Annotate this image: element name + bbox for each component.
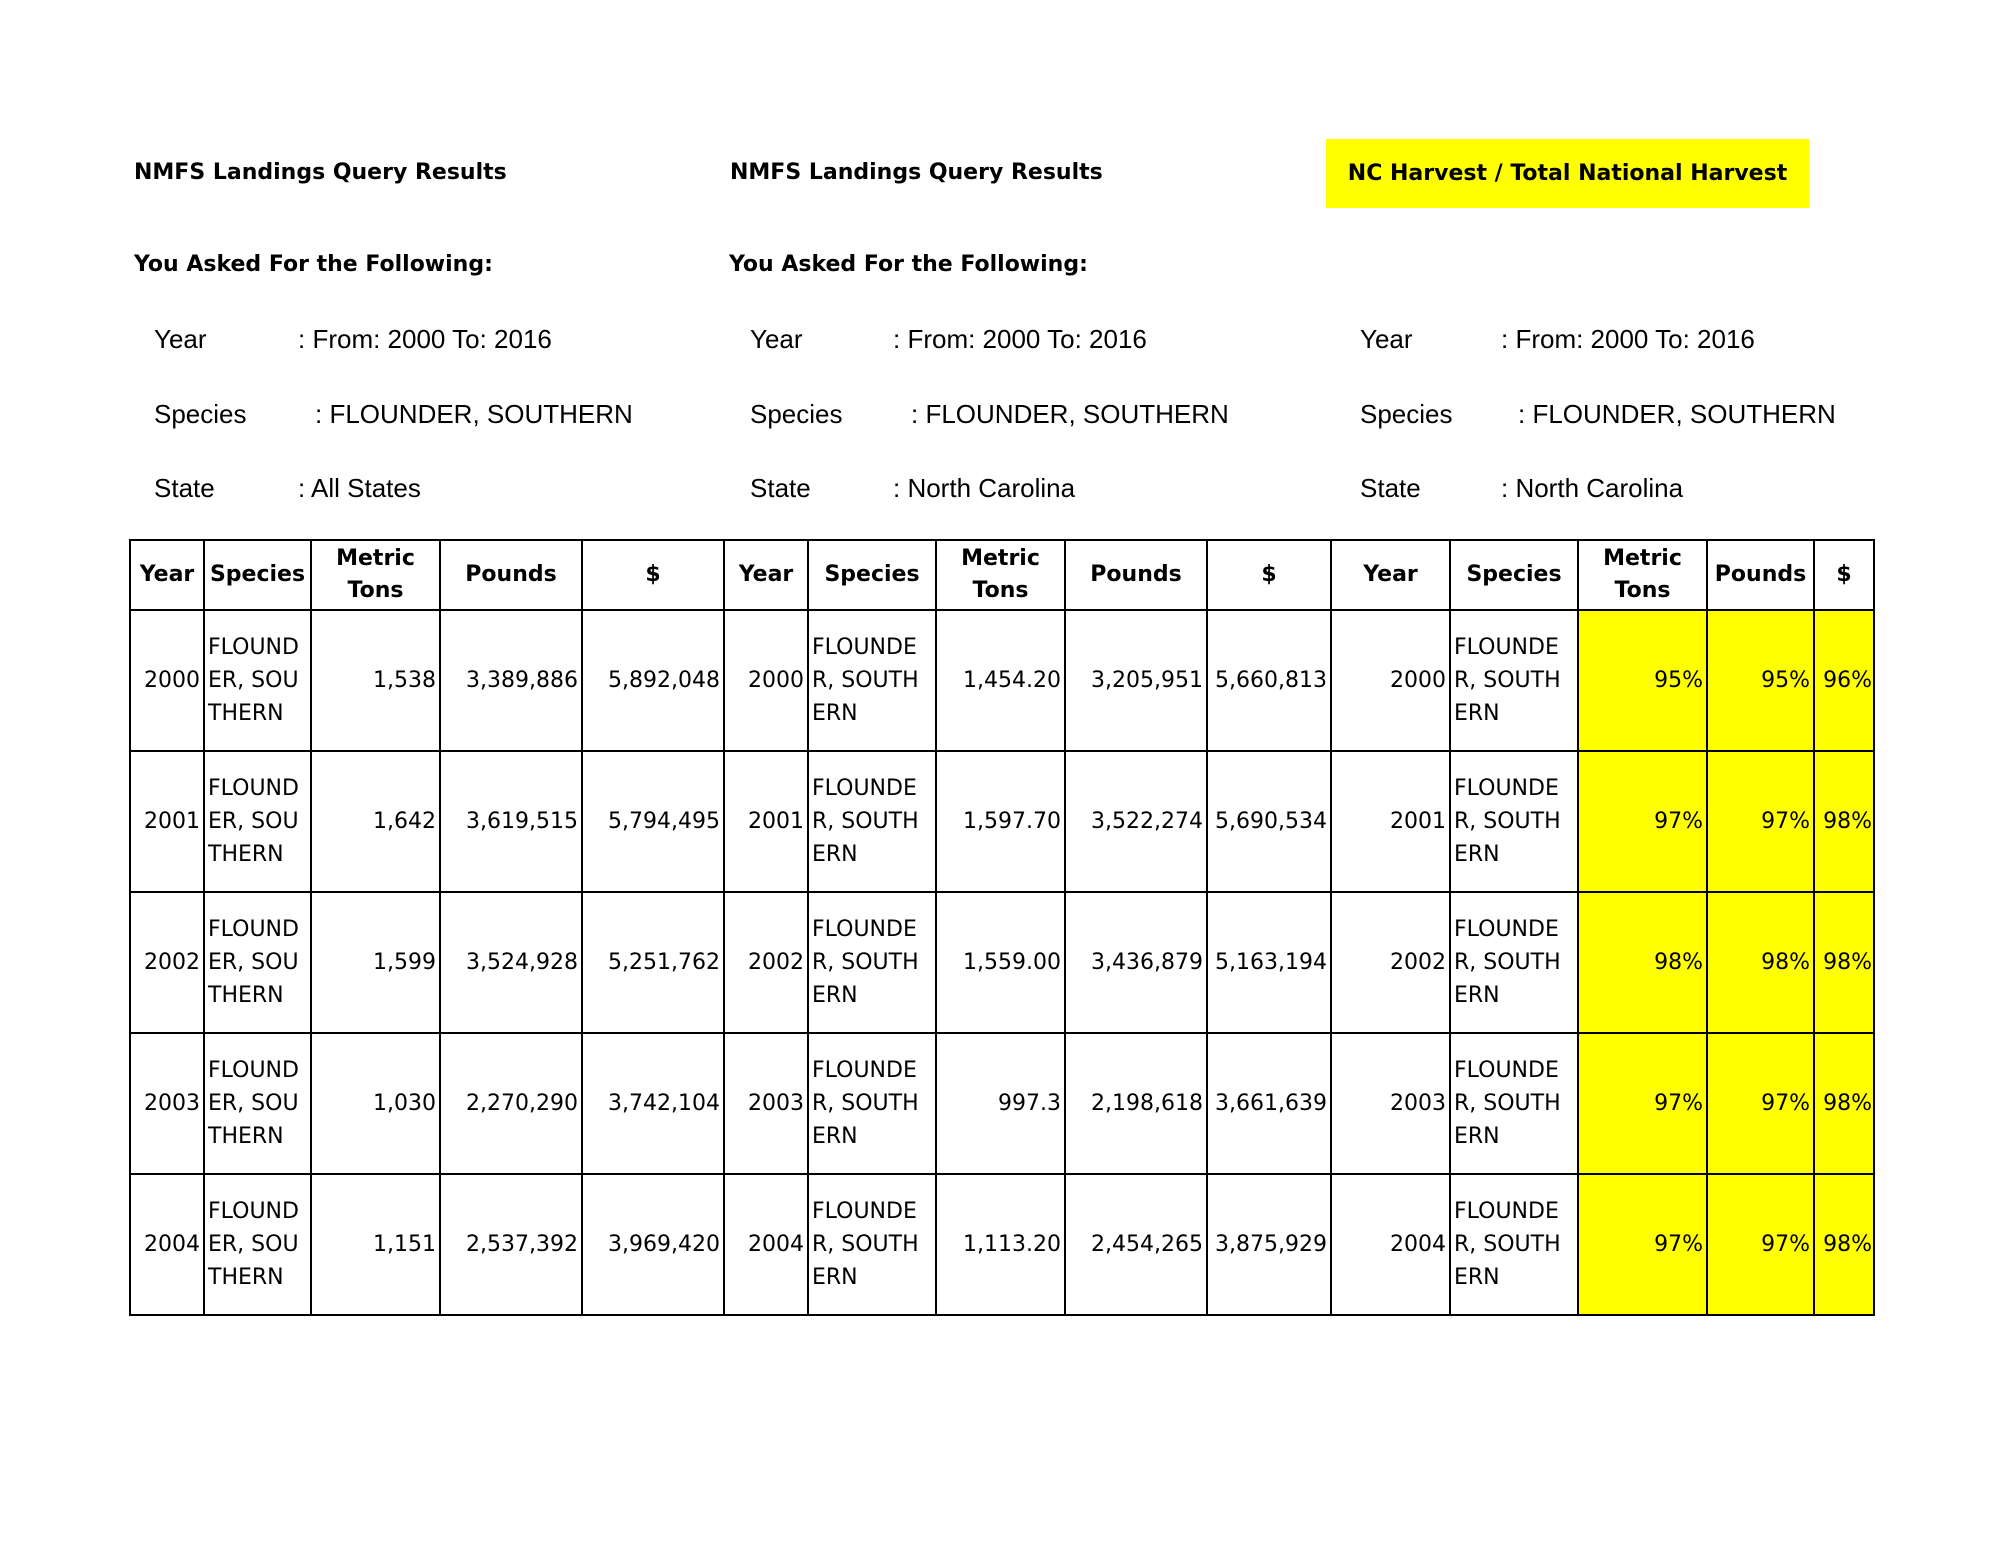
metric-tons-ratio-cell: 97% bbox=[1578, 1033, 1707, 1174]
year-cell: 2003 bbox=[1331, 1033, 1450, 1174]
pounds-ratio-cell: 98% bbox=[1707, 892, 1814, 1033]
dollars-cell: 5,251,762 bbox=[582, 892, 724, 1033]
dollars-cell: 5,660,813 bbox=[1207, 610, 1331, 751]
year-cell: 2003 bbox=[130, 1033, 204, 1174]
species-cell: FLOUNDER, SOUTHERN bbox=[808, 1033, 936, 1174]
col-header-species: Species bbox=[204, 540, 311, 610]
year-label-nc: Year bbox=[750, 324, 803, 354]
col-header-year: Year bbox=[724, 540, 808, 610]
pounds-cell: 3,436,879 bbox=[1065, 892, 1207, 1033]
pounds-cell: 3,619,515 bbox=[440, 751, 582, 892]
col-header-species: Species bbox=[1450, 540, 1578, 610]
dollars-ratio-cell: 98% bbox=[1814, 1033, 1874, 1174]
dollars-cell: 3,875,929 bbox=[1207, 1174, 1331, 1315]
pounds-ratio-cell: 97% bbox=[1707, 751, 1814, 892]
pounds-cell: 3,205,951 bbox=[1065, 610, 1207, 751]
query-asked-heading-all-states: You Asked For the Following: bbox=[134, 252, 493, 277]
metric-tons-ratio-cell: 98% bbox=[1578, 892, 1707, 1033]
table-row bbox=[130, 1174, 1874, 1315]
species-cell: FLOUNDER, SOUTHERN bbox=[204, 751, 311, 892]
pounds-cell: 3,524,928 bbox=[440, 892, 582, 1033]
col-header-year: Year bbox=[130, 540, 204, 610]
year-cell: 2004 bbox=[724, 1174, 808, 1315]
species-cell: FLOUNDER, SOUTHERN bbox=[808, 1174, 936, 1315]
dollars-cell: 5,163,194 bbox=[1207, 892, 1331, 1033]
species-cell: FLOUNDER, SOUTHERN bbox=[204, 892, 311, 1033]
dollars-ratio-cell: 98% bbox=[1814, 892, 1874, 1033]
pounds-cell: 2,270,290 bbox=[440, 1033, 582, 1174]
col-header-metric-tons: Metric Tons bbox=[936, 540, 1065, 610]
pounds-cell: 3,389,886 bbox=[440, 610, 582, 751]
pounds-cell: 2,537,392 bbox=[440, 1174, 582, 1315]
state-value-all-states: : All States bbox=[298, 473, 421, 503]
species-value-nc: : FLOUNDER, SOUTHERN bbox=[911, 399, 1229, 429]
metric-tons-ratio-cell: 95% bbox=[1578, 610, 1707, 751]
pounds-ratio-cell: 97% bbox=[1707, 1033, 1814, 1174]
dollars-cell: 5,892,048 bbox=[582, 610, 724, 751]
metric-tons-cell: 1,642 bbox=[311, 751, 440, 892]
pounds-ratio-cell: 95% bbox=[1707, 610, 1814, 751]
state-label-ratio: State bbox=[1360, 473, 1421, 503]
dollars-cell: 3,742,104 bbox=[582, 1033, 724, 1174]
year-label-ratio: Year bbox=[1360, 324, 1413, 354]
col-header-metric-tons: Metric Tons bbox=[311, 540, 440, 610]
year-cell: 2001 bbox=[1331, 751, 1450, 892]
query-results-title-all-states: NMFS Landings Query Results bbox=[134, 160, 507, 185]
col-header-dollars: $ bbox=[582, 540, 724, 610]
col-header-pounds: Pounds bbox=[1707, 540, 1814, 610]
col-header-dollars: $ bbox=[1207, 540, 1331, 610]
dollars-cell: 3,969,420 bbox=[582, 1174, 724, 1315]
state-label-all-states: State bbox=[154, 473, 215, 503]
nc-ratio-title: NC Harvest / Total National Harvest bbox=[1326, 139, 1809, 208]
table-row bbox=[130, 610, 1874, 751]
year-label-all-states: Year bbox=[154, 324, 207, 354]
state-label-nc: State bbox=[750, 473, 811, 503]
dollars-ratio-cell: 96% bbox=[1814, 610, 1874, 751]
year-cell: 2003 bbox=[724, 1033, 808, 1174]
species-cell: FLOUNDER, SOUTHERN bbox=[204, 610, 311, 751]
species-label-nc: Species bbox=[750, 399, 843, 429]
pounds-cell: 2,454,265 bbox=[1065, 1174, 1207, 1315]
year-cell: 2000 bbox=[1331, 610, 1450, 751]
dollars-ratio-cell: 98% bbox=[1814, 1174, 1874, 1315]
table-row bbox=[130, 1033, 1874, 1174]
metric-tons-cell: 1,559.00 bbox=[936, 892, 1065, 1033]
year-cell: 2002 bbox=[1331, 892, 1450, 1033]
year-cell: 2001 bbox=[130, 751, 204, 892]
metric-tons-cell: 1,030 bbox=[311, 1033, 440, 1174]
metric-tons-cell: 1,454.20 bbox=[936, 610, 1065, 751]
state-value-ratio: : North Carolina bbox=[1501, 473, 1684, 503]
species-value-ratio: : FLOUNDER, SOUTHERN bbox=[1518, 399, 1836, 429]
year-cell: 2004 bbox=[1331, 1174, 1450, 1315]
pounds-ratio-cell: 97% bbox=[1707, 1174, 1814, 1315]
table-header-row bbox=[130, 540, 1874, 610]
species-value-all-states: : FLOUNDER, SOUTHERN bbox=[315, 399, 633, 429]
metric-tons-cell: 997.3 bbox=[936, 1033, 1065, 1174]
dollars-ratio-cell: 98% bbox=[1814, 751, 1874, 892]
year-cell: 2002 bbox=[130, 892, 204, 1033]
species-cell: FLOUNDER, SOUTHERN bbox=[204, 1033, 311, 1174]
col-header-metric-tons: Metric Tons bbox=[1578, 540, 1707, 610]
table-row bbox=[130, 751, 1874, 892]
year-cell: 2000 bbox=[130, 610, 204, 751]
species-cell: FLOUNDER, SOUTHERN bbox=[1450, 1033, 1578, 1174]
metric-tons-cell: 1,597.70 bbox=[936, 751, 1065, 892]
species-label-ratio: Species bbox=[1360, 399, 1453, 429]
metric-tons-cell: 1,151 bbox=[311, 1174, 440, 1315]
species-cell: FLOUNDER, SOUTHERN bbox=[1450, 610, 1578, 751]
table-row bbox=[130, 892, 1874, 1033]
species-label-all-states: Species bbox=[154, 399, 247, 429]
dollars-cell: 5,690,534 bbox=[1207, 751, 1331, 892]
species-cell: FLOUNDER, SOUTHERN bbox=[204, 1174, 311, 1315]
dollars-cell: 5,794,495 bbox=[582, 751, 724, 892]
metric-tons-cell: 1,113.20 bbox=[936, 1174, 1065, 1315]
year-cell: 2001 bbox=[724, 751, 808, 892]
species-cell: FLOUNDER, SOUTHERN bbox=[808, 751, 936, 892]
query-asked-heading-nc: You Asked For the Following: bbox=[729, 252, 1088, 277]
year-value-ratio: : From: 2000 To: 2016 bbox=[1501, 324, 1755, 354]
species-cell: FLOUNDER, SOUTHERN bbox=[1450, 751, 1578, 892]
year-cell: 2000 bbox=[724, 610, 808, 751]
state-value-nc: : North Carolina bbox=[893, 473, 1076, 503]
metric-tons-cell: 1,538 bbox=[311, 610, 440, 751]
species-cell: FLOUNDER, SOUTHERN bbox=[1450, 1174, 1578, 1315]
metric-tons-ratio-cell: 97% bbox=[1578, 1174, 1707, 1315]
col-header-dollars: $ bbox=[1814, 540, 1874, 610]
dollars-cell: 3,661,639 bbox=[1207, 1033, 1331, 1174]
metric-tons-ratio-cell: 97% bbox=[1578, 751, 1707, 892]
col-header-year: Year bbox=[1331, 540, 1450, 610]
col-header-pounds: Pounds bbox=[440, 540, 582, 610]
year-value-nc: : From: 2000 To: 2016 bbox=[893, 324, 1147, 354]
year-value-all-states: : From: 2000 To: 2016 bbox=[298, 324, 552, 354]
pounds-cell: 2,198,618 bbox=[1065, 1033, 1207, 1174]
metric-tons-cell: 1,599 bbox=[311, 892, 440, 1033]
pounds-cell: 3,522,274 bbox=[1065, 751, 1207, 892]
species-cell: FLOUNDER, SOUTHERN bbox=[808, 610, 936, 751]
col-header-pounds: Pounds bbox=[1065, 540, 1207, 610]
year-cell: 2002 bbox=[724, 892, 808, 1033]
col-header-species: Species bbox=[808, 540, 936, 610]
species-cell: FLOUNDER, SOUTHERN bbox=[808, 892, 936, 1033]
species-cell: FLOUNDER, SOUTHERN bbox=[1450, 892, 1578, 1033]
landings-table bbox=[129, 539, 1875, 1316]
year-cell: 2004 bbox=[130, 1174, 204, 1315]
query-results-title-nc: NMFS Landings Query Results bbox=[730, 160, 1103, 185]
